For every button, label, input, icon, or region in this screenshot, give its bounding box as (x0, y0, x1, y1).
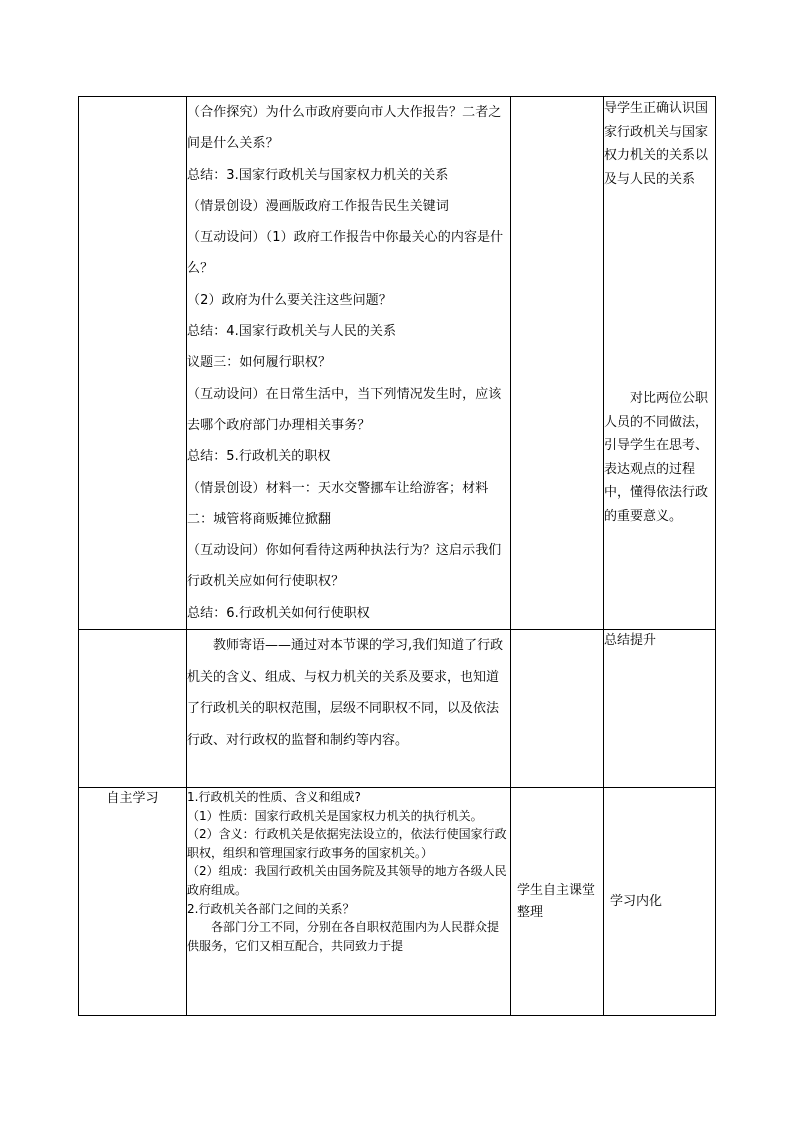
notes-line: 2.行政机关各部门之间的关系？ (187, 901, 355, 916)
table-row (79, 630, 716, 788)
table-row (79, 97, 716, 630)
design-intent: 学习内化 (610, 893, 663, 909)
notes-line: （2）含义：行政机关是依据宪法设立的，依法行使国家行政职权，组织和管理国家行政事务的国家机关。） (187, 827, 507, 860)
closing-remarks-cell (187, 630, 511, 788)
stage-cell-empty (79, 97, 187, 630)
process-line: 总结：5.行政机关的职权 (187, 449, 331, 465)
process-line: （情景创设）材料一：天水交警挪车让给游客；材料二：城管将商贩摊位掀翻 (187, 480, 489, 527)
process-line: （情景创设）漫画版政府工作报告民生关键词 (187, 198, 450, 214)
notes-line: （2）组成：我国行政机关由国务院及其领导的地方各级人民政府组成。 (187, 864, 507, 898)
process-line: （2）政府为什么要关注这些问题？ (187, 292, 392, 308)
process-line: （互动设问）（1）政府工作报告中你最关心的内容是什么？ (187, 230, 504, 277)
process-line: 总结：6.行政机关如何行使职权 (187, 605, 370, 621)
student-activity-cell-empty (511, 97, 604, 630)
stage-label: 自主学习 (106, 791, 159, 807)
summary-label-cell (604, 630, 716, 788)
stage-cell-empty (79, 630, 187, 788)
stage-cell (79, 788, 187, 1016)
process-line: 总结：4.国家行政机关与人民的关系 (187, 324, 397, 340)
design-intent-cell (604, 788, 716, 1016)
teaching-process-cell (187, 97, 511, 630)
summary-label: 总结提升 (604, 633, 657, 649)
table-row (79, 788, 716, 1016)
student-activity-cell (511, 788, 604, 1016)
design-intent-cell (604, 97, 716, 630)
notes-line: 各部门分工不同，分别在各自职权范围内为人民群众提供服务，它们又相互配合，共同致力于提 (187, 920, 500, 953)
self-study-notes-cell (187, 788, 511, 1016)
student-activity: 学生自主课堂整理 (517, 882, 596, 920)
closing-remarks: 教师寄语——通过对本节课的学习,我们知道了行政机关的含义、组成、与权力机关的关系及要求，也知道了行政机关的职权范围，层级不同职权不同，以及依法行政、对行政权的监督和制约等内容。 (187, 638, 504, 748)
process-line: 议题三：如何履行职权？ (187, 355, 332, 371)
design-intent-bottom: 对比两位公职人员的不同做法，引导学生在思考、表达观点的过程中，懂得依法行政的重要意义。 (604, 391, 709, 524)
student-activity-cell-empty (511, 630, 604, 788)
process-line: （互动设问）你如何看待这两种执法行为？这启示我们行政机关应如何行使职权？ (187, 543, 502, 590)
lesson-plan-table (78, 96, 716, 1016)
process-line: （互动设问）在日常生活中，当下列情况发生时，应该去哪个政府部门办理相关事务？ (187, 386, 502, 433)
process-line: （合作探究）为什么市政府要向市人大作报告？二者之间是什么关系？ (187, 105, 502, 152)
process-line: 总结：3.国家行政机关与国家权力机关的关系 (187, 167, 449, 183)
notes-line: （1）性质：国家行政机关是国家权力机关的执行机关。 (187, 808, 483, 823)
notes-line: 1.行政机关的性质、含义和组成? (187, 790, 361, 805)
design-intent-top: 导学生正确认识国家行政机关与国家权力机关的关系以及与人民的关系 (604, 101, 709, 187)
